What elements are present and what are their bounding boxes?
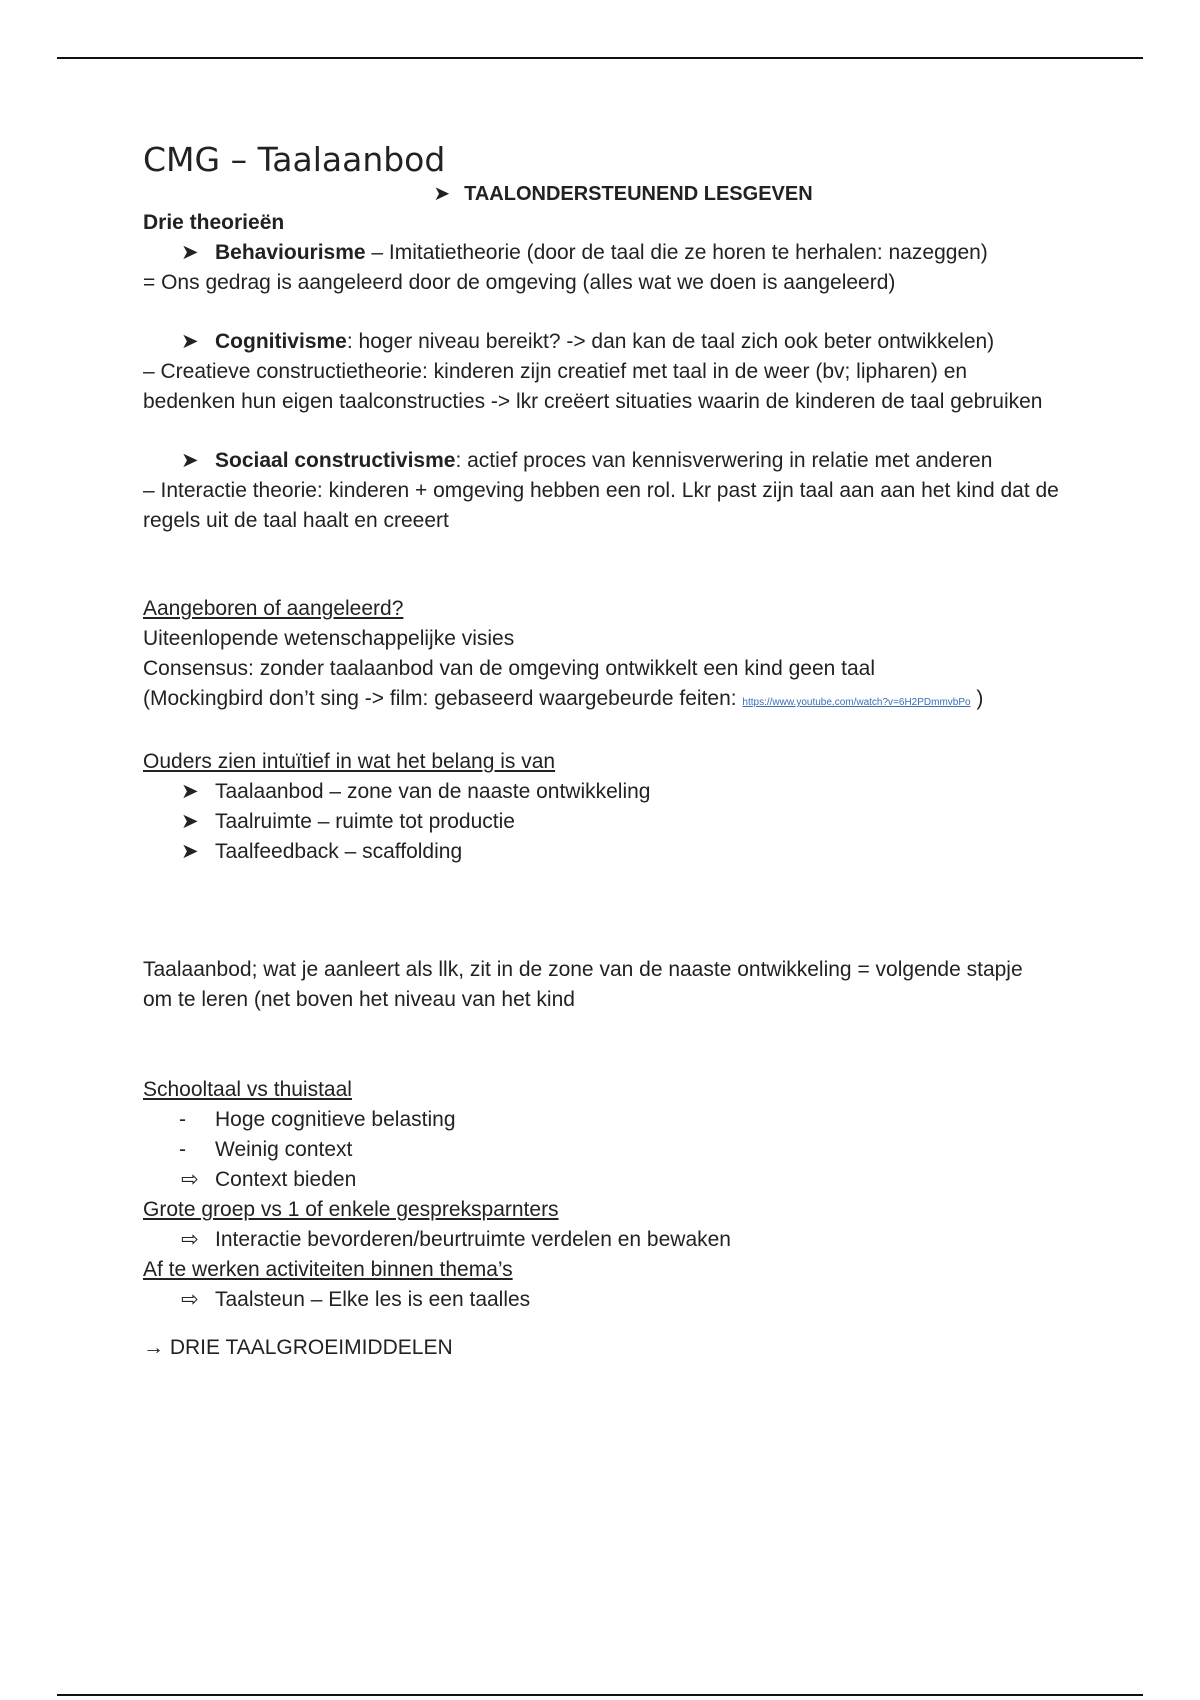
list-item-text: Context bieden	[215, 1168, 357, 1191]
paragraph-line: Uiteenlopende wetenschappelijke visies	[143, 627, 515, 650]
definition: : hoger niveau bereikt? -> dan kan de taal zich ook beter ontwikkelen)	[346, 330, 995, 353]
document-body	[143, 140, 1103, 1363]
subheading: Schooltaal vs thuistaal	[143, 1078, 352, 1101]
top-rule	[57, 57, 1143, 59]
list-item-text: Interactie bevorderen/beurtruimte verdelen en bewaken	[215, 1228, 731, 1251]
section-heading-text: TAALONDERSTEUNEND LESGEVEN	[464, 183, 813, 205]
list-item	[143, 1165, 1103, 1195]
subheading: Af te werken activiteiten binnen thema’s	[143, 1258, 513, 1281]
section-heading	[143, 180, 1103, 208]
arrow-bullet-icon: ➤	[181, 780, 199, 803]
dash-bullet-icon: -	[179, 1138, 186, 1161]
list-item	[143, 837, 1103, 867]
list-item	[143, 777, 1103, 807]
arrow-bullet-icon: ➤	[181, 330, 199, 353]
list-item-text: Taalaanbod – zone van de naaste ontwikkeling	[215, 780, 651, 803]
arrow-bullet-icon: ➤	[181, 241, 199, 264]
paragraph-line: Consensus: zonder taalaanbod van de omgeving ontwikkelt een kind geen taal	[143, 657, 875, 680]
paragraph-text: (Mockingbird don’t sing -> film: gebaseerd waargebeurde feiten:	[143, 687, 743, 710]
note: – Creatieve constructietheorie: kinderen zijn creatief met taal in de weer (bv; lipharen) en bedenken hun eigen taalconstructies -> lkr creëert situaties waarin de kinderen de taal gebruiken	[143, 360, 1043, 413]
list-item	[143, 807, 1103, 837]
paragraph-line	[143, 684, 1103, 718]
youtube-link[interactable]: https://www.youtube.com/watch?v=6H2PDmmvbPo	[742, 697, 971, 708]
list-item	[143, 1225, 1103, 1255]
definition: – Imitatietheorie (door de taal die ze horen te herhalen: nazeggen)	[365, 241, 988, 264]
hollow-arrow-bullet-icon: ⇨	[181, 1168, 199, 1191]
paragraph: Taalaanbod; wat je aanleert als llk, zit in de zone van de naaste ontwikkeling = volgende stapje om te leren (net boven het niveau van het kind	[143, 958, 1023, 1011]
arrow-bullet-icon: ➤	[181, 840, 199, 863]
note: – Interactie theorie: kinderen + omgeving hebben een rol. Lkr past zijn taal aan aan het kind dat de regels uit de taal haalt en creeert	[143, 479, 1059, 532]
subheading: Grote groep vs 1 of enkele gespreksparnters	[143, 1198, 559, 1221]
subheading: Aangeboren of aangeleerd?	[143, 597, 404, 620]
paragraph-text: )	[970, 687, 984, 710]
arrow-bullet-icon: ➤	[181, 449, 199, 472]
arrow-bullet-icon: ➤	[433, 183, 451, 205]
subheading: Ouders zien intuïtief in wat het belang is van	[143, 750, 556, 773]
list-item	[143, 327, 1103, 357]
term: Sociaal constructivisme	[215, 449, 456, 472]
arrow-bullet-icon: ➤	[181, 810, 199, 833]
term: Behaviourisme	[215, 241, 366, 264]
list-item	[143, 1105, 1103, 1135]
hollow-arrow-bullet-icon: ⇨	[181, 1288, 199, 1311]
list-item	[143, 1135, 1103, 1165]
dash-bullet-icon: -	[179, 1108, 186, 1131]
list-item-text: Taalsteun – Elke les is een taalles	[215, 1288, 531, 1311]
term: Cognitivisme	[215, 330, 347, 353]
note: = Ons gedrag is aangeleerd door de omgeving (alles wat we doen is aangeleerd)	[143, 271, 896, 294]
conclusion-line: → DRIE TAALGROEIMIDDELEN	[143, 1336, 453, 1359]
list-item-text: Taalruimte – ruimte tot productie	[215, 810, 515, 833]
list-item-text: Weinig context	[215, 1138, 353, 1161]
list-item	[143, 446, 1103, 476]
list-item-text: Taalfeedback – scaffolding	[215, 840, 463, 863]
list-item-text: Hoge cognitieve belasting	[215, 1108, 456, 1131]
definition: : actief proces van kennisverwering in relatie met anderen	[455, 449, 993, 472]
hollow-arrow-bullet-icon: ⇨	[181, 1228, 199, 1251]
list-item	[143, 1285, 1103, 1315]
list-item	[143, 238, 1103, 268]
theories-label: Drie theorieën	[143, 211, 285, 234]
page-title: CMG – Taalaanbod	[143, 140, 446, 179]
bottom-rule	[57, 1694, 1143, 1696]
